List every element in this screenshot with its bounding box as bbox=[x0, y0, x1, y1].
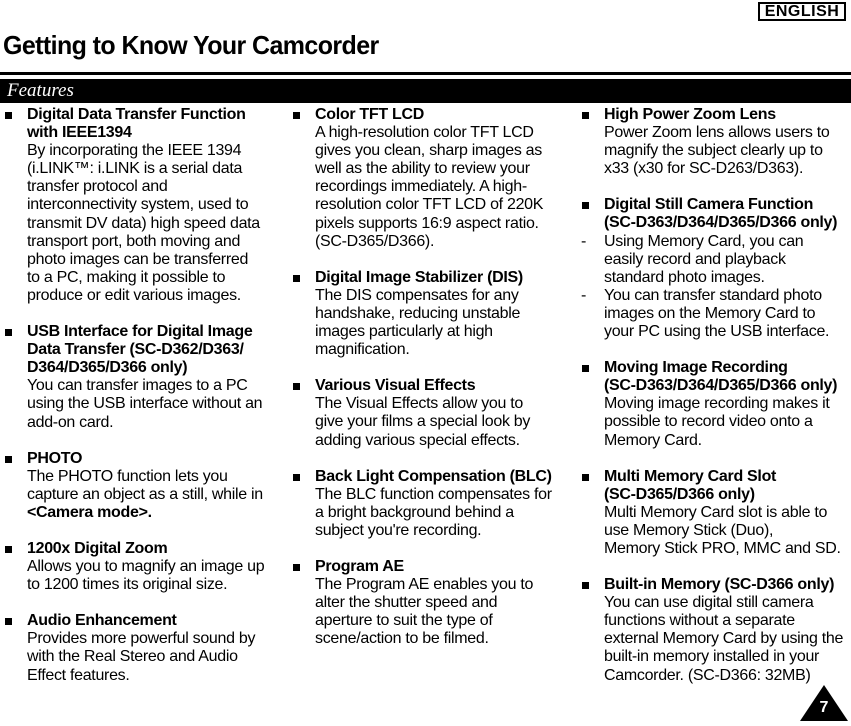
column-3 bbox=[579, 106, 851, 703]
feature-title-line: D364/D365/D366 only) bbox=[27, 359, 188, 377]
dash-marker: - bbox=[581, 286, 587, 304]
page-number: 7 bbox=[819, 699, 829, 716]
feature-body bbox=[604, 504, 851, 558]
square-bullet-icon bbox=[5, 546, 12, 553]
feature-body-line: subject you're recording. bbox=[315, 521, 482, 539]
square-bullet-icon bbox=[5, 112, 12, 119]
feature-body-line: A high-resolution color TFT LCD bbox=[315, 124, 534, 142]
feature-body-line: Allows you to magnify an image up bbox=[27, 558, 265, 576]
feature-body-line: using the USB interface without an bbox=[27, 395, 263, 413]
square-bullet-icon bbox=[582, 365, 589, 372]
feature-item bbox=[2, 450, 282, 522]
feature-title-line: Digital Still Camera Function bbox=[604, 196, 814, 214]
title-rule bbox=[0, 72, 851, 75]
column-1 bbox=[2, 106, 282, 703]
dash-list-item bbox=[581, 232, 851, 287]
feature-body bbox=[315, 576, 570, 648]
feature-title-line: Moving Image Recording bbox=[604, 359, 788, 377]
section-header-bar bbox=[0, 79, 851, 103]
feature-item bbox=[290, 468, 570, 540]
feature-body bbox=[27, 558, 282, 594]
feature-body-line: external Memory Card by using the bbox=[604, 630, 844, 648]
feature-item bbox=[290, 269, 570, 359]
dash-marker: - bbox=[581, 232, 587, 250]
feature-body-line: a bright background behind a bbox=[315, 503, 514, 521]
feature-title-line: PHOTO bbox=[27, 449, 83, 467]
feature-body-line: transport port, both moving and bbox=[27, 232, 241, 250]
feature-body-line: functions without a separate bbox=[604, 612, 795, 630]
column-2 bbox=[290, 106, 570, 666]
feature-title-line: Digital Image Stabilizer (DIS) bbox=[315, 268, 523, 286]
feature-title-line: Multi Memory Card Slot bbox=[604, 467, 777, 485]
square-bullet-icon bbox=[582, 202, 589, 209]
feature-body-line: images particularly at high bbox=[315, 323, 493, 341]
square-bullet-icon bbox=[5, 456, 12, 463]
feature-body-line: magnify the subject clearly up to bbox=[604, 142, 823, 160]
feature-body-line: The Program AE enables you to bbox=[315, 576, 534, 594]
feature-title-line: High Power Zoom Lens bbox=[604, 106, 776, 123]
square-bullet-icon bbox=[5, 618, 12, 625]
feature-body bbox=[315, 124, 570, 251]
feature-item bbox=[2, 540, 282, 594]
feature-title-line: Back Light Compensation (BLC) bbox=[315, 467, 552, 485]
page-title: Getting to Know Your Camcorder bbox=[3, 30, 379, 60]
feature-body bbox=[604, 395, 851, 449]
feature-title-line: Program AE bbox=[315, 557, 404, 575]
feature-body-line: transmit DV data) high speed data bbox=[27, 214, 260, 232]
language-badge: ENGLISH bbox=[758, 2, 846, 21]
feature-body-line: You can transfer images to a PC bbox=[27, 377, 248, 395]
feature-body-line: <Camera mode>. bbox=[27, 503, 152, 521]
feature-title-line: Digital Data Transfer Function bbox=[27, 106, 246, 123]
feature-body-line: The PHOTO function lets you bbox=[27, 467, 228, 485]
feature-title-line: Color TFT LCD bbox=[315, 106, 424, 123]
feature-body-line: capture an object as a still, while in bbox=[27, 485, 263, 503]
feature-body bbox=[604, 594, 851, 684]
feature-body-line: handshake, reducing unstable bbox=[315, 304, 521, 322]
feature-item bbox=[579, 196, 851, 341]
feature-body-line: recordings immediately. A high- bbox=[315, 178, 527, 196]
dash-item-line: You can transfer standard photo bbox=[604, 286, 822, 304]
feature-body bbox=[604, 124, 851, 178]
feature-body-line: Moving image recording makes it bbox=[604, 395, 830, 413]
feature-body bbox=[27, 142, 282, 305]
feature-body-line: gives you clean, sharp images as bbox=[315, 142, 542, 160]
feature-title bbox=[27, 450, 282, 468]
feature-body-line: give your films a special look by bbox=[315, 413, 531, 431]
feature-title bbox=[315, 269, 570, 287]
feature-body-line: well as the ability to review your bbox=[315, 160, 530, 178]
feature-body-line: Memory Card. bbox=[604, 431, 702, 449]
feature-body bbox=[315, 395, 570, 449]
feature-title bbox=[27, 106, 282, 142]
feature-item bbox=[579, 359, 851, 449]
feature-body bbox=[27, 377, 282, 431]
feature-item bbox=[290, 377, 570, 449]
feature-title-line: Audio Enhancement bbox=[27, 612, 177, 630]
square-bullet-icon bbox=[293, 275, 300, 282]
feature-title bbox=[27, 323, 282, 377]
feature-body-line: resolution color TFT LCD of 220K bbox=[315, 196, 544, 214]
feature-body-line: The BLC function compensates for bbox=[315, 485, 552, 503]
feature-body bbox=[27, 630, 282, 684]
feature-body-line: transfer protocol and bbox=[27, 178, 168, 196]
feature-body-line: adding various special effects. bbox=[315, 431, 520, 449]
feature-title-line: USB Interface for Digital Image bbox=[27, 323, 253, 341]
feature-body-line: scene/action to be filmed. bbox=[315, 630, 489, 648]
feature-title-line: (SC-D363/D364/D365/D366 only) bbox=[604, 377, 838, 395]
feature-body-line: x33 (x30 for SC-D263/D363). bbox=[604, 160, 804, 178]
feature-title-line: (SC-D365/D366 only) bbox=[604, 485, 755, 503]
dash-item-line: easily record and playback bbox=[604, 250, 786, 268]
feature-body-line: Camcorder. (SC-D366: 32MB) bbox=[604, 666, 811, 684]
square-bullet-icon bbox=[5, 329, 12, 336]
feature-body-line: with the Real Stereo and Audio bbox=[27, 648, 238, 666]
feature-body-line: Provides more powerful sound by bbox=[27, 630, 256, 648]
dash-item-line: your PC using the USB interface. bbox=[604, 323, 830, 341]
feature-body-line: Effect features. bbox=[27, 666, 130, 684]
feature-title-line: Various Visual Effects bbox=[315, 377, 476, 395]
feature-body-line: pixels supports 16:9 aspect ratio. bbox=[315, 214, 539, 232]
feature-body-line: add-on card. bbox=[27, 413, 114, 431]
square-bullet-icon bbox=[582, 112, 589, 119]
feature-title bbox=[604, 576, 851, 594]
feature-title bbox=[315, 558, 570, 576]
feature-title bbox=[27, 540, 282, 558]
feature-body-line: (SC-D365/D366). bbox=[315, 232, 435, 250]
feature-body-line: interconnectivity system, used to bbox=[27, 196, 249, 214]
feature-title bbox=[604, 468, 851, 504]
feature-title bbox=[27, 612, 282, 630]
feature-item bbox=[2, 323, 282, 432]
feature-body-line: to 1200 times its original size. bbox=[27, 576, 228, 594]
square-bullet-icon bbox=[582, 582, 589, 589]
square-bullet-icon bbox=[582, 474, 589, 481]
feature-title-line: Data Transfer (SC-D362/D363/ bbox=[27, 341, 244, 359]
square-bullet-icon bbox=[293, 474, 300, 481]
dash-item-line: Using Memory Card, you can bbox=[604, 232, 804, 250]
feature-item bbox=[579, 106, 851, 178]
feature-title bbox=[315, 468, 570, 486]
feature-body-line: Memory Stick PRO, MMC and SD. bbox=[604, 539, 841, 557]
feature-body-line: built-in memory installed in your bbox=[604, 648, 820, 666]
feature-title-line: Built-in Memory (SC-D366 only) bbox=[604, 576, 835, 594]
feature-title bbox=[604, 196, 851, 232]
feature-item bbox=[579, 468, 851, 558]
feature-item bbox=[2, 106, 282, 305]
feature-body bbox=[27, 468, 282, 522]
square-bullet-icon bbox=[293, 383, 300, 390]
dash-list-item bbox=[581, 286, 851, 341]
feature-body bbox=[315, 287, 570, 359]
feature-body-line: Power Zoom lens allows users to bbox=[604, 124, 830, 142]
feature-body-line: The Visual Effects allow you to bbox=[315, 395, 524, 413]
page-number-badge bbox=[800, 685, 848, 721]
feature-body-line: alter the shutter speed and bbox=[315, 594, 498, 612]
dash-item-line: images on the Memory Card to bbox=[604, 304, 816, 322]
feature-title bbox=[315, 106, 570, 124]
feature-body bbox=[315, 486, 570, 540]
feature-body-line: The DIS compensates for any bbox=[315, 286, 519, 304]
feature-title-line: 1200x Digital Zoom bbox=[27, 539, 168, 557]
feature-body-line: Multi Memory Card slot is able to bbox=[604, 503, 828, 521]
feature-title-line: with IEEE1394 bbox=[27, 124, 132, 142]
square-bullet-icon bbox=[293, 564, 300, 571]
feature-body-line: By incorporating the IEEE 1394 bbox=[27, 142, 242, 160]
feature-title-line: (SC-D363/D364/D365/D366 only) bbox=[604, 214, 838, 232]
feature-body-line: produce or edit various images. bbox=[27, 286, 241, 304]
dash-item-line: standard photo images. bbox=[604, 268, 765, 286]
feature-body-line: (i.LINK™: i.LINK is a serial data bbox=[27, 160, 243, 178]
feature-body-line: magnification. bbox=[315, 341, 410, 359]
feature-title bbox=[604, 359, 851, 395]
feature-item bbox=[2, 612, 282, 684]
feature-item bbox=[579, 576, 851, 685]
section-title: Features bbox=[7, 80, 74, 101]
feature-title bbox=[315, 377, 570, 395]
feature-body-line: use Memory Stick (Duo), bbox=[604, 521, 774, 539]
feature-body-line: You can use digital still camera bbox=[604, 594, 814, 612]
feature-item bbox=[290, 558, 570, 648]
feature-body-line: possible to record video onto a bbox=[604, 413, 813, 431]
square-bullet-icon bbox=[293, 112, 300, 119]
feature-item bbox=[290, 106, 570, 251]
feature-body-line: to a PC, making it possible to bbox=[27, 268, 226, 286]
feature-title bbox=[604, 106, 851, 124]
feature-body-line: aperture to suit the type of bbox=[315, 612, 493, 630]
feature-body-line: photo images can be transferred bbox=[27, 250, 249, 268]
